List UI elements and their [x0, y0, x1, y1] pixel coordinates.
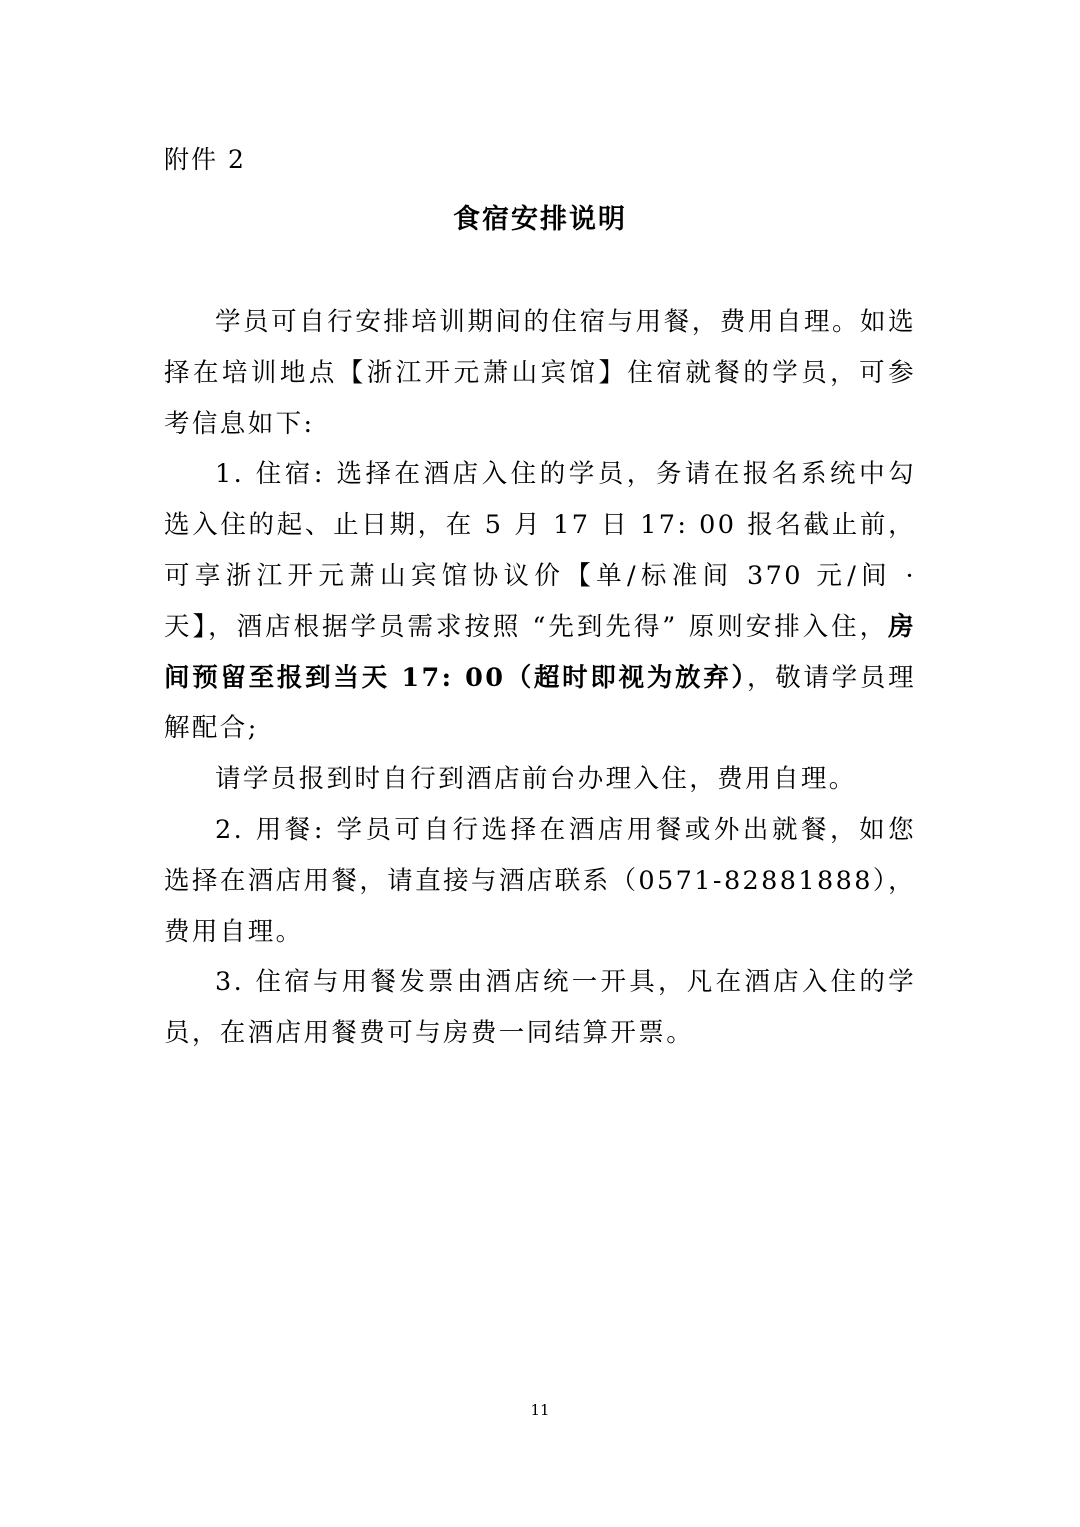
lodging-emphasis: 房间预留至报到当天 17: 00（超时即视为放弃） [164, 611, 916, 693]
lodging-text: 1. 住宿: 选择在酒店入住的学员，务请在报名系统中勾选入住的起、止日期，在 5 月 17 日 17: 00 报名截止前，可享浙江开元萧山宾馆协议价【单/标准间 370 元/间 · 天】，酒店根据学员需求按照 “先到先得” 原则安排入住， [164, 459, 916, 642]
paragraph-dining: 2. 用餐: 学员可自行选择在酒店用餐或外出就餐，如您选择在酒店用餐，请直接与酒店联系（0571-82881888），费用自理。 [164, 814, 916, 947]
paragraph-invoice: 3. 住宿与用餐发票由酒店统一开具，凡在酒店入住的学员，在酒店用餐费可与房费一同结算开票。 [164, 967, 916, 1049]
document-title: 食宿安排说明 [453, 204, 627, 235]
paragraph-intro: 学员可自行安排培训期间的住宿与用餐，费用自理。如选择在培训地点【浙江开元萧山宾馆】住宿就餐的学员，可参考信息如下: [164, 307, 916, 439]
paragraph-lodging [164, 449, 916, 754]
lodging-tail: ，敬请学员理解配合; [164, 662, 916, 744]
page-number: 11 [530, 1401, 550, 1419]
paragraph-checkin: 请学员报到时自行到酒店前台办理入住，费用自理。 [215, 764, 857, 795]
attachment-label: 附件 2 [164, 145, 246, 174]
document-body [164, 297, 916, 1059]
